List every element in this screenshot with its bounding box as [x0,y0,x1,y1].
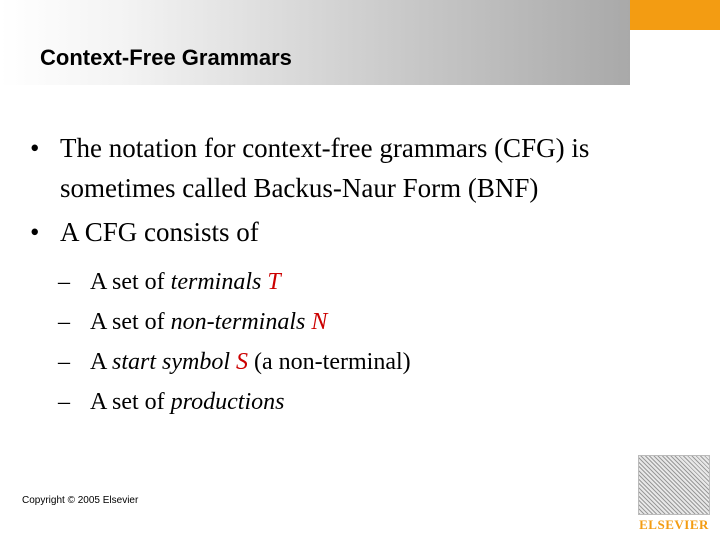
elsevier-logo [638,455,710,535]
bullet-text: A CFG consists of [60,217,259,247]
sub-term: productions [170,389,285,415]
sub-prefix: A set of [90,269,171,295]
dash-icon: – [58,349,70,375]
slide-content [30,128,670,422]
sub-suffix: (a non-terminal) [248,349,411,375]
sub-list [30,262,670,422]
logo-text: ELSEVIER [639,517,709,532]
sub-item [30,382,670,422]
sub-item [30,342,670,382]
sub-prefix: A set of [90,309,171,335]
bullet-item [30,212,670,252]
dash-icon: – [58,269,70,295]
dash-icon: – [58,309,70,335]
title-bar [0,0,630,85]
sub-prefix: A set of [90,389,171,415]
sub-symbol: T [267,269,281,295]
slide-title: Context-Free Grammars [40,45,292,70]
accent-block [630,0,720,30]
sub-symbol: S [236,349,249,375]
sub-term: start symbol [112,349,231,375]
tree-icon [638,455,710,515]
sub-term: non-terminals [170,309,306,335]
copyright-text: Copyright © 2005 Elsevier [22,495,139,506]
sub-item [30,302,670,342]
dash-icon: – [58,389,70,415]
sub-item [30,262,670,302]
sub-term: terminals [170,269,262,295]
bullet-text: The notation for context-free grammars (CFG) is sometimes called Backus-Naur Form (BNF) [60,133,590,203]
bullet-icon: • [30,217,40,247]
bullet-icon: • [30,133,40,163]
sub-prefix: A [90,349,113,375]
sub-symbol: N [311,309,328,335]
bullet-item [30,128,670,208]
